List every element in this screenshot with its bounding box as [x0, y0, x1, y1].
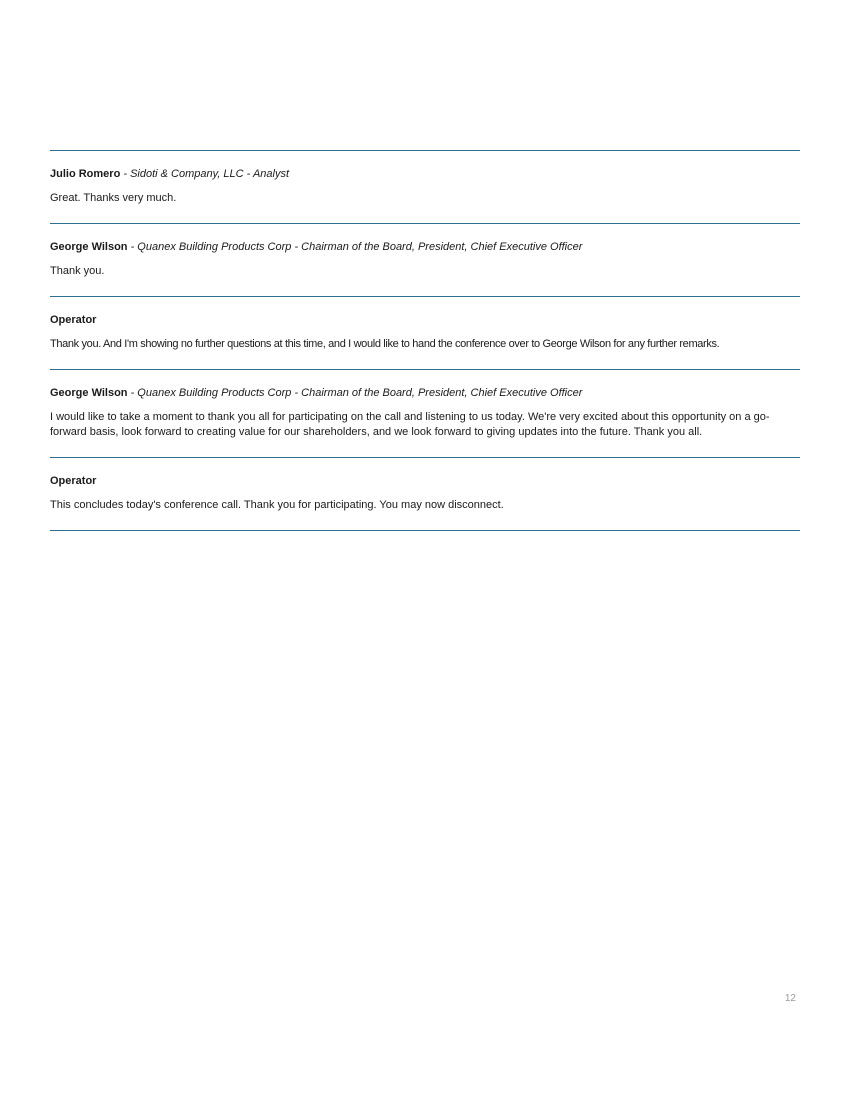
speaker-affiliation: - Sidoti & Company, LLC - Analyst [120, 168, 290, 180]
transcript-entry [50, 458, 800, 530]
speech-text: Thank you. And I'm showing no further questions at this time, and I would like to hand the conference over to George Wilson for any further remarks. [50, 338, 720, 350]
speaker-line [50, 313, 800, 327]
speech-text: Great. Thanks very much. [50, 192, 177, 204]
speech-text: This concludes today's conference call. Thank you for participating. You may now disconnect. [50, 499, 504, 511]
speaker-affiliation: - Quanex Building Products Corp - Chairman of the Board, President, Chief Executive Officer [127, 387, 583, 399]
transcript-entry [50, 297, 800, 369]
speech-text: Thank you. [50, 265, 105, 277]
transcript [50, 150, 800, 531]
speaker-name: George Wilson [50, 387, 128, 399]
speech-text: I would like to take a moment to thank you all for participating on the call and listening to us today. We're very excited about this opportunity on a go-forward basis, look forward to creating value for our shareholders, and we look forward to giving updates into the future. Thank you all. [50, 411, 770, 438]
divider [50, 530, 800, 531]
transcript-entry [50, 370, 800, 457]
speaker-affiliation: - Quanex Building Products Corp - Chairman of the Board, President, Chief Executive Officer [127, 241, 583, 253]
page-number: 12 [784, 993, 796, 1004]
speaker-name: George Wilson [50, 241, 128, 253]
speaker-line [50, 386, 800, 400]
speaker-line [50, 167, 800, 181]
speaker-line [50, 474, 800, 488]
speaker-name: Julio Romero [50, 168, 121, 180]
speaker-name: Operator [50, 475, 97, 487]
speaker-name: Operator [50, 314, 97, 326]
speaker-line [50, 240, 800, 254]
transcript-entry [50, 151, 800, 223]
transcript-entry [50, 224, 800, 296]
